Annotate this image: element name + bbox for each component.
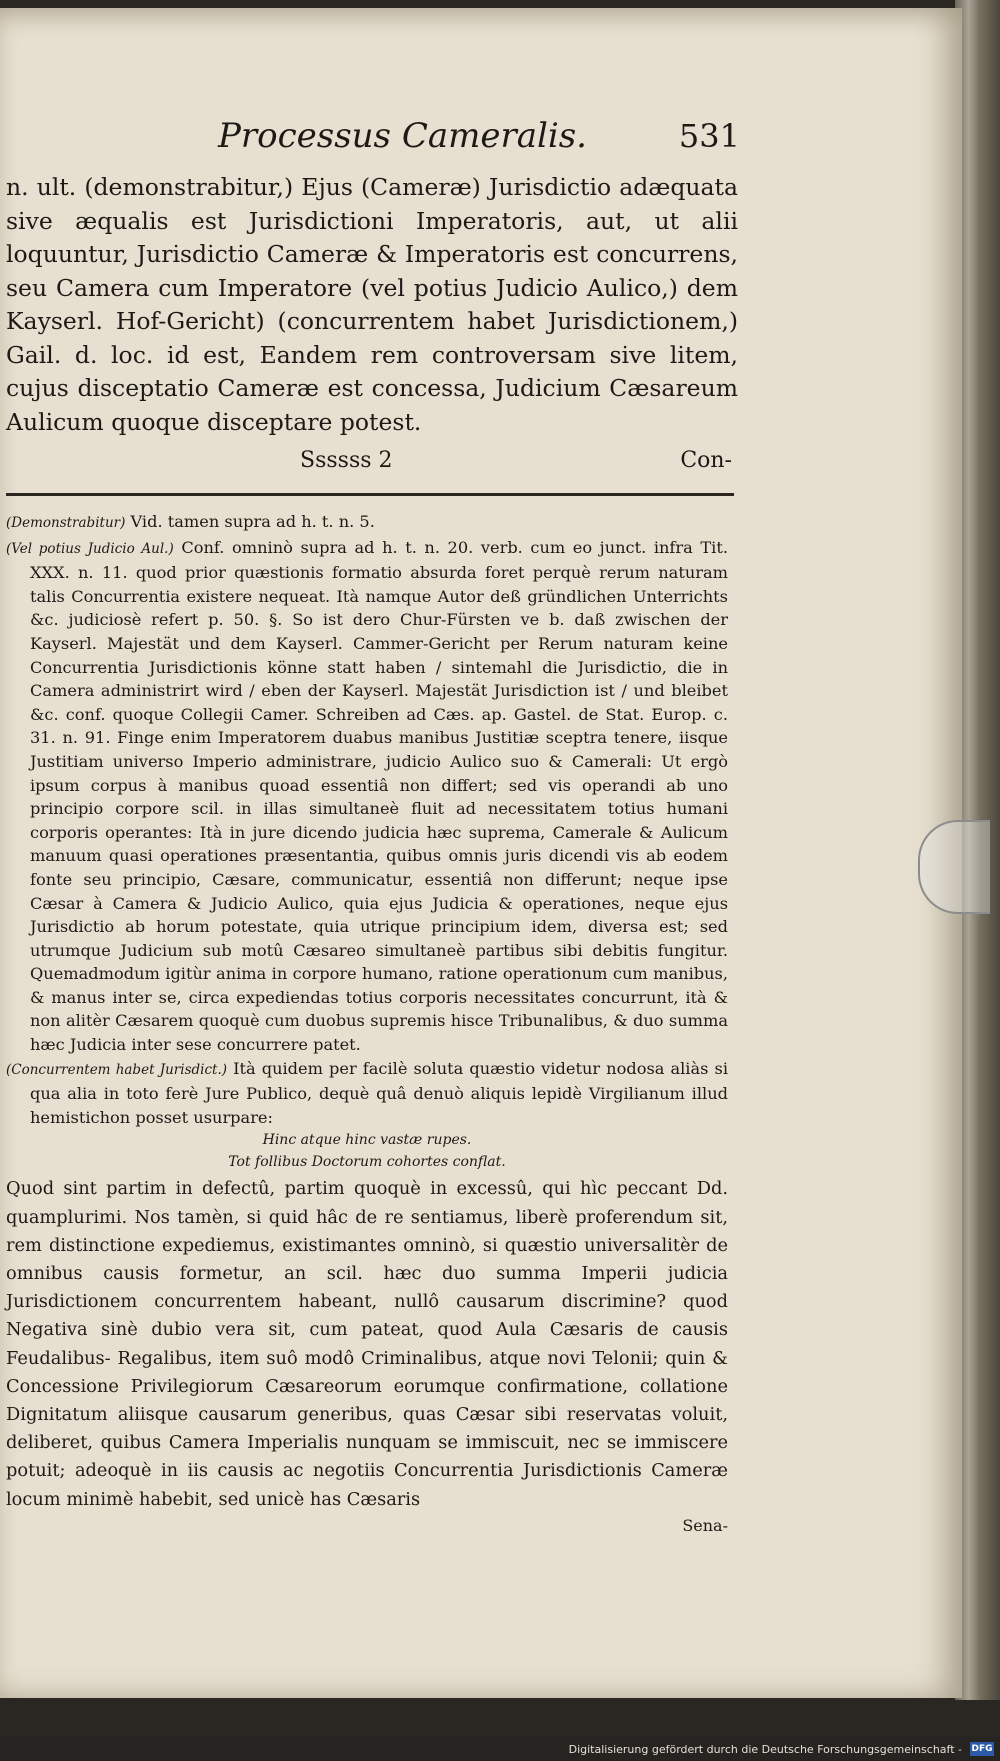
dfg-logo-icon: DFG [971, 1744, 993, 1754]
note-3-lemma: (Concurrentem habet Jurisdict.) [6, 1061, 228, 1078]
running-head [0, 116, 740, 156]
notes-block [6, 510, 728, 1537]
note-1-lemma: (Demonstrabitur) [6, 515, 126, 531]
note-2-text: Conf. omninò supra ad h. t. n. 20. verb. cum eo junct. infra Tit. XXX. n. 11. quod prior quæstionis formatio absurda foret perquè rerum naturam talis Concurrentia existere nequeat. Ità namque Autor deß gründlichen Unterrichts &c. judiciosè refert p. 50. §. So ist dero Chur-Fürsten ve b. daß zwischen der Kayserl. Majestät und dem Kayserl. Cammer-Gericht per Rerum naturam keine Concurrentia Jurisdictionis könne statt haben / sintemahl die Jurisdictio, die in Camera administrirt wird / eben der Kayserl. Majestät Jurisdiction ist / und bleibet &c. conf. quoque Collegii Camer. Schreiben ad Cæs. ap. Gastel. de Stat. Europ. c. 31. n. 91. Finge enim Imperatorem duabus manibus Justitiæ sceptra tenere, iisque Justitiam universo Imperio administrare, judicio Aulico suo & Camerali: Ut ergò ipsum corpus à manibus quoad essentiâ non differt; sed vis operandi ab uno principio corpore scil. in illas simultaneè fluit ad necessitatem totius humani corporis operantes: Ità in jure dicendo judicia hæc suprema, Camerale & Aulicum manuum quasi operationes præsentantia, quibus omnis juris dicendi vis ab eodem fonte seu principio, Cæsare, communicatur, essentiâ non differunt; neque ipse Cæsar à Camera & Judicio Aulico, quia ejus Judicia & operationes, neque ejus Jurisdictio ab horum potestate, quia utrique principium idem, diversa est; sed utrumque Judicium sub motû Cæsareo simultaneè partibus sibi debitis fungitur. Quemadmodum igitùr anima in corpore humano, ratione operationum cum manibus, & manus inter se, circa expediendas totius corporis necessitates concurrunt, ità & non alitèr Cæsarem quoquè cum duobus supremis hisce Tribunalibus, & duo summa hæc Judicia inter sese concurrere patet. [30, 537, 729, 1055]
footer-bar [0, 1737, 1000, 1761]
signature-mark: Ssssss 2 [300, 448, 393, 473]
footnote-rule [6, 493, 734, 496]
verse-line-1: Hinc atque hinc vastæ rupes. [262, 1132, 472, 1149]
verse-line-2: Tot follibus Doctorum cohortes conflat. [228, 1154, 506, 1171]
main-paragraph: n. ult. (demonstrabitur,) Ejus (Cameræ) Jurisdictio adæquata sive æqualis est Jurisdictioni Imperatoris, aut, ut alii loquuntur, Jurisdictio Cameræ & Imperatoris est concurrens, seu Camera cum Imperatore (vel potius Judicio Aulico,) dem Kayserl. Hof-Gericht) (concurrentem habet Jurisdictionem,) Gail. d. loc. id est, Eandem rem controversam sive litem, cujus disceptatio Cameræ est concessa, Judicium Cæsareum Aulicum quoque disceptare potest. [6, 173, 738, 436]
note-2-lemma: (Vel potius Judicio Aul.) [6, 540, 174, 557]
note-3-text: Ità quidem per facilè soluta quæstio videtur nodosa aliàs si qua alia in toto ferè Jure Publico, dequè quâ denuò aliquis lepidè Virgilianum illud hemistichon posset usurpare: [30, 1058, 728, 1127]
note-1 [6, 510, 728, 536]
footer-credit: Digitalisierung gefördert durch die Deutsche Forschungsgemeinschaft - [568, 1742, 962, 1756]
page-clip-marker [918, 820, 990, 914]
signature-line [300, 448, 732, 473]
note-1-text: Vid. tamen supra ad h. t. n. 5. [130, 512, 375, 531]
note-2 [6, 536, 728, 1057]
catchword-main: Con- [680, 448, 732, 473]
book-page [0, 8, 962, 1698]
note-continuation: Quod sint partim in defectû, partim quoquè in excessû, qui hìc peccant Dd. quamplurimi. Nos tamèn, si quid hâc de re sentiamus, liberè proferendum sit, rem distinctione expediemus, existimantes omninò, si quæstio universalitèr de omnibus causis formetur, an scil. hæc duo summa Imperii judicia Jurisdictionem concurrentem habeant, nullô causarum discrimine? quod Negativa sinè dubio vera sit, cum pateat, quod Aula Cæsaris de causis Feudalibus- Regalibus, item suô modô Criminalibus, atque novi Telonii; quin & Concessione Privilegiorum Cæsareorum eorumque confirmatione, collatione Dignitatum aliisque causarum generibus, quas Cæsar sibi reservatas voluit, deliberet, quibus Camera Imperialis nunquam se immiscuit, nec se immiscere potuit; adeoquè in iis causis ac negotiis Concurrentia Jurisdictionis Cameræ locum minimè habebit, sed unicè has Cæsaris [6, 1178, 728, 1510]
note-3 [6, 1057, 728, 1130]
page-number: 531 [678, 117, 740, 155]
main-text-block [6, 171, 738, 439]
running-title: Processus Cameralis. [218, 116, 587, 156]
catchword-notes: Sena- [682, 1515, 728, 1535]
